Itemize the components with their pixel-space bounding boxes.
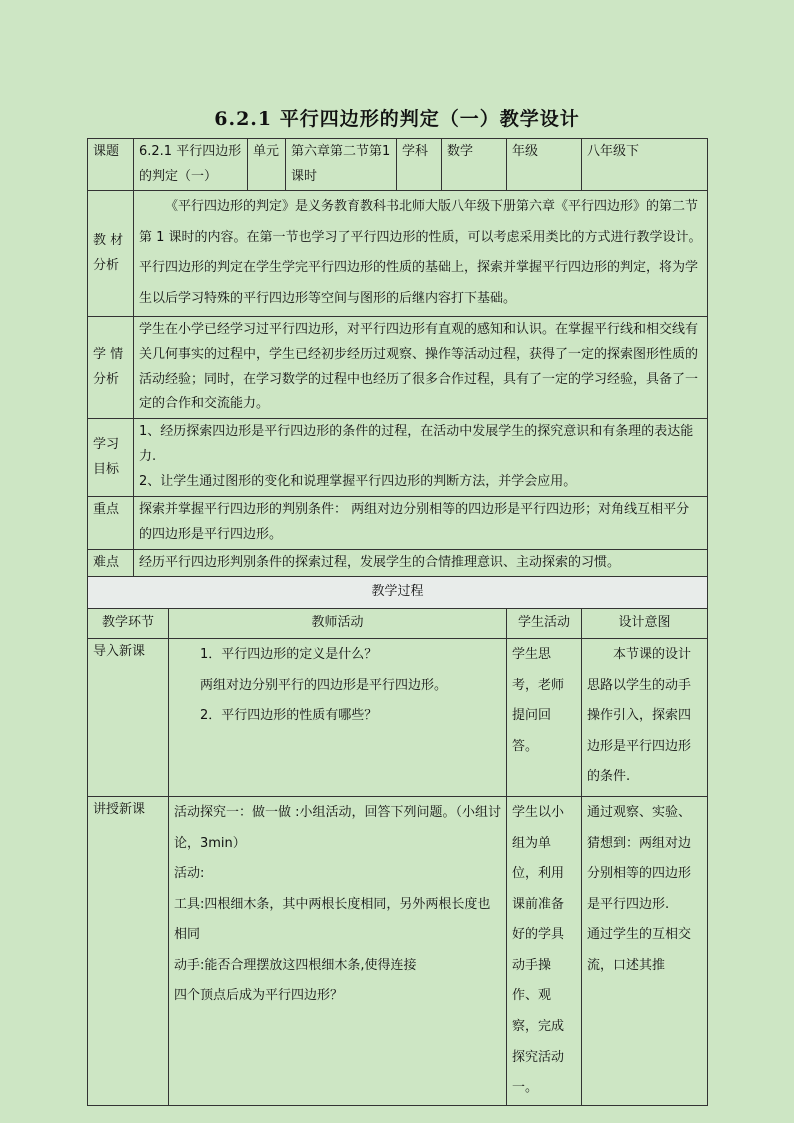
process-heading: 教学过程 [88,577,708,609]
difficulties-text: 经历平行四边形判别条件的探索过程，发展学生的合情推理意识、主动探索的习惯。 [139,554,621,570]
header-row [88,139,708,191]
learning-goal-2: 2、让学生通过图形的变化和说理掌握平行四边形的判断方法，并学会应用。 [139,473,577,489]
stage-intro: 导入新课 [88,639,169,797]
student-analysis-label: 学 情分析 [88,317,134,419]
stage-lecture: 讲授新课 [88,797,169,1105]
difficulties-label: 难点 [88,549,134,577]
learning-goals-label: 学习目标 [88,419,134,497]
intro-student-activity: 学生思考，老师提问回答。 [512,647,565,754]
lecture-teacher-line-2: 活动: [174,866,205,882]
document-title: 6.2.1 平行四边形的判定（一）教学设计 [214,108,580,130]
lecture-student-activity: 学生以小组为单位，利用课前准备好的学具动手操作、观察，完成探究活动一。 [512,805,565,1096]
col-stage: 教学环节 [88,609,169,639]
textbook-analysis-text: 《平行四边形的判定》是义务教育教科书北师大版八年级下册第六章《平行四边形》的第二节第 1 课时的内容。在第一节也学习了平行四边形的性质，可以考虑采用类比的方式进行教学设计。平行四边形的判定在学生学完平行四边形的性质的基础上，探索并掌握平行四边形的判定，将为学生以后学习特殊的平行四边形等空间与图形的后继内容打下基础。 [139,199,702,307]
learning-goal-1: 1、经历探索四边形是平行四边形的条件的过程，在活动中发展学生的探究意识和有条理的表达能力. [139,424,694,464]
intro-design-intent: 本节课的设计思路以学生的动手操作引入，探索四边形是平行四边形的条件. [587,647,692,785]
lecture-teacher-line-1: 活动探究一：做一做 :小组活动，回答下列问题。（小组讨论，3min） [174,805,502,851]
intro-teacher-line-1: 1．平行四边形的定义是什么？ [200,647,378,663]
student-analysis-text: 学生在小学已经学习过平行四边形，对平行四边形有直观的感知和认识。在掌握平行线和相交线有关几何事实的过程中，学生已经初步经历过观察、操作等活动过程，获得了一定的探索图形性质的活动经验；同时，在学习数学的过程中也经历了很多合作过程，具有了一定的学习经验，具备了一定的合作和交流能力。 [139,322,699,412]
lecture-teacher-line-5: 四个顶点后成为平行四边形？ [174,988,344,1004]
grade-value: 八年级下 [582,139,708,191]
process-column-header [88,609,708,639]
unit-value: 第六章第二节第1课时 [286,139,397,191]
subject-label: 学科 [397,139,442,191]
subject-value: 数学 [442,139,507,191]
col-design-intent: 设计意图 [582,609,708,639]
key-points-row [88,497,708,549]
process-heading-row [88,577,708,609]
process-row-lecture [88,797,708,1105]
lesson-plan-table [87,138,708,1106]
col-student-activity: 学生活动 [507,609,582,639]
textbook-analysis-label: 教 材分析 [88,191,134,317]
key-points-text: 探索并掌握平行四边形的判别条件： 两组对边分别相等的四边形是平行四边形；对角线互相平分的四边形是平行四边形。 [139,502,690,542]
lecture-teacher-line-3: 工具:四根细木条，其中两根长度相同，另外两根长度也相同 [174,896,491,943]
textbook-analysis-row [88,191,708,317]
unit-label: 单元 [248,139,286,191]
lecture-design-intent-2: 通过学生的互相交流，口述其推 [587,927,692,973]
intro-teacher-line-3: 2．平行四边形的性质有哪些？ [200,708,378,724]
col-teacher-activity: 教师活动 [169,609,507,639]
grade-label: 年级 [507,139,582,191]
learning-goals-row [88,419,708,497]
difficulties-row [88,549,708,577]
key-points-label: 重点 [88,497,134,549]
course-value: 6.2.1 平行四边形的判定（一） [134,139,248,191]
process-row-intro [88,639,708,797]
course-label: 课题 [88,139,134,191]
lecture-design-intent-1: 通过观察、实验、猜想到：两组对边分别相等的四边形是平行四边形. [587,805,692,912]
student-analysis-row [88,317,708,419]
lecture-teacher-line-4: 动手:能否合理摆放这四根细木条,使得连接 [174,957,417,973]
intro-teacher-line-2: 两组对边分别平行的四边形是平行四边形。 [200,677,448,693]
